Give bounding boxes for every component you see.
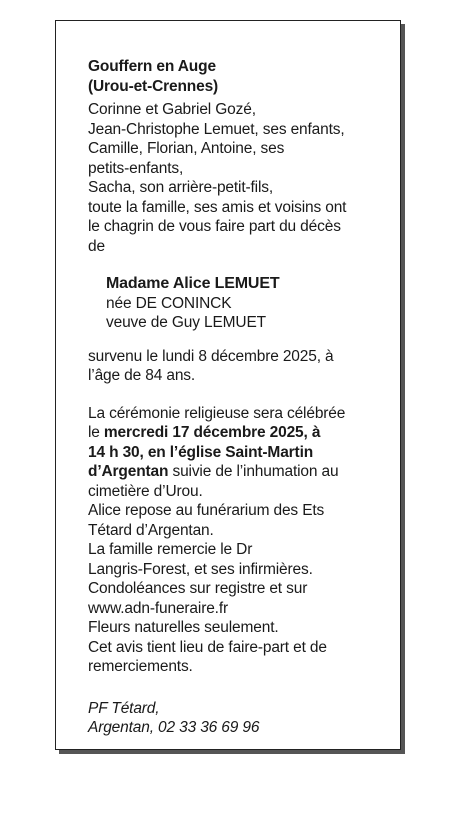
deceased-maiden-name: née DE CONINCK xyxy=(106,294,232,312)
funeral-home-signature xyxy=(88,699,382,738)
family-line: Jean-Christophe Lemuet, ses enfants, xyxy=(88,120,345,138)
family-line: le chagrin de vous faire part du décès xyxy=(88,218,341,235)
location-commune: Gouffern en Auge xyxy=(88,58,216,75)
detail-line: Cet avis tient lieu de faire-part et de xyxy=(88,638,327,656)
ceremony-date: mercredi 17 décembre 2025, à xyxy=(103,424,321,441)
ceremony-time-place: 14 h 30, en l’église Saint-Martin xyxy=(88,443,314,461)
deceased-name: Madame Alice LEMUET xyxy=(106,275,280,292)
ceremony-line: cimetière d’Urou. xyxy=(88,482,203,500)
obituary-notice xyxy=(55,20,401,750)
detail-line: Fleurs naturelles seulement. xyxy=(88,619,279,636)
funeral-home-name: PF Tétard, xyxy=(88,699,160,717)
detail-line: Alice repose au funérarium des Ets xyxy=(88,502,325,519)
family-line: de xyxy=(88,237,105,255)
family-line: Sacha, son arrière-petit-fils, xyxy=(88,179,274,196)
detail-line: Tétard d’Argentan. xyxy=(88,521,214,539)
death-details xyxy=(88,347,382,386)
ceremony-line xyxy=(88,423,382,443)
ceremony-line xyxy=(88,462,382,482)
detail-line: Langris-Forest, et ses infirmières. xyxy=(88,560,313,578)
ceremony-town: d’Argentan xyxy=(88,463,169,480)
location-village: (Urou-et-Crennes) xyxy=(88,77,219,95)
death-line: survenu le lundi 8 décembre 2025, à xyxy=(88,347,334,365)
deceased-block xyxy=(106,274,382,333)
deceased-widow-of: veuve de Guy LEMUET xyxy=(106,314,266,331)
funeral-home-contact: Argentan, 02 33 36 69 96 xyxy=(88,719,260,736)
additional-details xyxy=(88,501,382,677)
family-announcement xyxy=(88,100,382,256)
location-heading xyxy=(88,57,382,96)
ceremony-text: le xyxy=(88,424,104,441)
website-text: www.adn-funeraire.fr xyxy=(88,599,229,617)
detail-line: La famille remercie le Dr xyxy=(88,541,253,558)
death-line: l’âge de 84 ans. xyxy=(88,367,196,384)
ceremony-line: La cérémonie religieuse sera célébrée xyxy=(88,404,346,422)
family-line: toute la famille, ses amis et voisins ont xyxy=(88,198,347,216)
family-line: Corinne et Gabriel Gozé, xyxy=(88,101,256,118)
detail-line: remerciements. xyxy=(88,658,193,675)
family-line: petits-enfants, xyxy=(88,159,184,177)
detail-line: Condoléances sur registre et sur xyxy=(88,580,308,597)
ceremony-details xyxy=(88,404,382,502)
ceremony-text: suivie de l’inhumation au xyxy=(168,463,339,480)
family-line: Camille, Florian, Antoine, ses xyxy=(88,140,285,157)
